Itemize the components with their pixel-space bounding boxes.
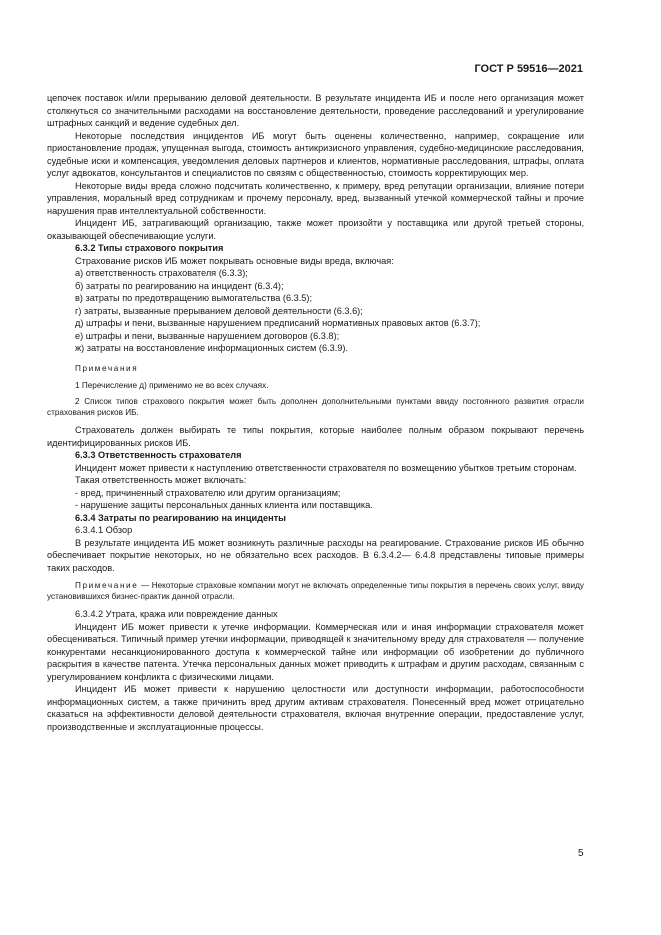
list-item: г) затраты, вызванные прерыванием деловой деятельности (6.3.6); — [75, 305, 363, 316]
list-item: - нарушение защиты персональных данных клиента или поставщика. — [75, 500, 373, 510]
list-item: а) ответственность страхователя (6.3.3); — [75, 268, 248, 278]
subsection-heading-6-3-4-1: 6.3.4.1 Обзор — [75, 525, 133, 535]
paragraph: цепочек поставок и/или прерыванию деловой деятельности. В результате инцидента ИБ и после него организация может столкнуться со значительными расходами на восстановление деятельности, проведение расследований и урегулирование штрафных санкций и ведение судебных дел. — [47, 93, 584, 128]
document-body — [47, 92, 584, 733]
paragraph: Страхователь должен выбирать те типы покрытия, которые наиболее полным образом покрывают перечень идентифицированных рисков ИБ. — [47, 425, 584, 448]
notes-title: Примечания — [75, 363, 139, 373]
paragraph: Инцидент может привести к наступлению ответственности страхователя по возмещению убытков третьим сторонам. — [75, 462, 577, 473]
note-text: — Некоторые страховые компании могут не включать определенные типы покрытия в перечень своих услуг, ввиду установившихся бизнес-практик данной отрасли. — [47, 581, 584, 601]
list-item: ж) затраты на восстановление информационных систем (6.3.9). — [75, 343, 349, 353]
document-header-id: ГОСТ Р 59516—2021 — [474, 63, 583, 75]
note-label: Примечание — [75, 581, 139, 590]
paragraph: Такая ответственность может включать: — [75, 475, 247, 485]
paragraph: Инцидент ИБ, затрагивающий организацию, также может произойти у поставщика или другой третьей стороны, оказывающей обеспечивающие услуги. — [47, 218, 584, 241]
list-item: е) штрафы и пени, вызванные нарушением договоров (6.3.8); — [75, 330, 340, 341]
section-heading-6-3-2: 6.3.2 Типы страхового покрытия — [75, 243, 224, 253]
subsection-heading-6-3-4-2: 6.3.4.2 Утрата, кража или повреждение данных — [75, 609, 278, 619]
list-item: - вред, причиненный страхователю или другим организациям; — [75, 487, 341, 498]
list-item: в) затраты по предотвращению вымогательства (6.3.5); — [75, 293, 312, 303]
list-item: д) штрафы и пени, вызванные нарушением предписаний нормативных правовых актов (6.3.7); — [75, 318, 481, 328]
paragraph: В результате инцидента ИБ может возникнуть различные расходы на реагирование. Страхование рисков ИБ обычно обеспечивает покрытие некоторых, но не обязательно всех расходов. В 6.3.4.2— 6.4.8 представлены типовые примеры таких расходов. — [47, 537, 584, 573]
note-3 — [47, 580, 584, 602]
paragraph: Инцидент ИБ может привести к нарушению целостности или доступности информации, работоспособности информационных систем, а также причинить вред другим активам страхователя. Понесенный вред может отрицательно сказаться на эффективности деловой деятельности страхователя, включая внутренние операции, предоставление услуг, производственные и эксплуатационные процессы. — [47, 684, 584, 732]
note-1: 1 Перечисление д) применимо не во всех случаях. — [75, 381, 269, 390]
paragraph: Страхование рисков ИБ может покрывать основные виды вреда, включая: — [75, 255, 394, 266]
paragraph: Некоторые виды вреда сложно подсчитать количественно, к примеру, вред репутации организации, влияние потери управления, моральный вред сотрудникам и прочему персоналу, вред, вызванный утечкой коммерческой тайны и прочие нарушения прав интеллектуальной собственности. — [47, 180, 584, 216]
note-2: 2 Список типов страхового покрытия может быть дополнен дополнительными пунктами ввиду постоянного развития отрасли страхования рисков ИБ. — [47, 397, 584, 417]
paragraph: Некоторые последствия инцидентов ИБ могут быть оценены количественно, например, сокращение или приостановление продаж, упущенная выгода, стоимость антикризисного управления, судебно-медицинские расследования, судебные иски и компенсация, уведомления деловых партнеров и клиентов, нормативные расследования, штрафы, оплата услуг адвокатов, консультантов и специалистов по связям с общественностью, стоимость корректирующих мер. — [47, 130, 584, 178]
section-heading-6-3-3: 6.3.3 Ответственность страхователя — [75, 450, 242, 460]
page-number: 5 — [578, 848, 584, 859]
list-item: б) затраты по реагированию на инцидент (6.3.4); — [75, 280, 284, 291]
paragraph: Инцидент ИБ может привести к утечке информации. Коммерческая или и иная информации страхователя может обесцениваться. Типичный пример утечки информации, приводящей к значительному вреду для страхователя — получение конкурентами несанкционированного доступа к коммерческой тайне или информации об изобретении до публичного раскрытия в качестве патента. Утечка персональных данных может приводить к штрафам и другим расходам, связанным с урегулированием конфликта с физическими лицами. — [47, 621, 584, 682]
section-heading-6-3-4: 6.3.4 Затраты по реагированию на инциденты — [75, 512, 286, 523]
